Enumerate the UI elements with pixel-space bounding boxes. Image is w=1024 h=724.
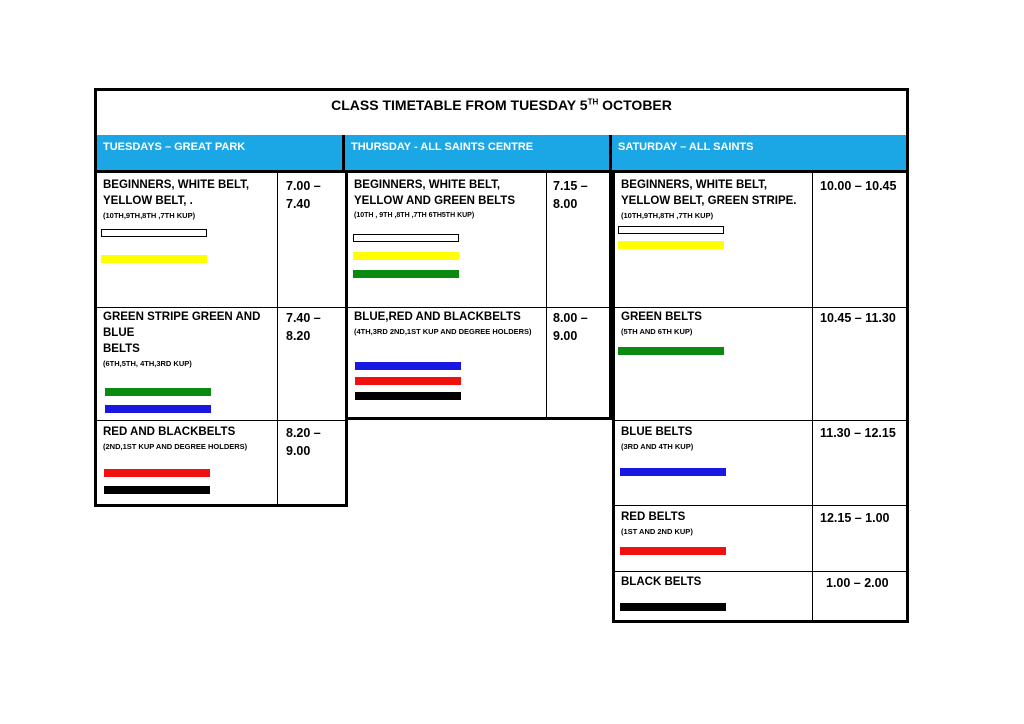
class-name-line: BLUE xyxy=(103,327,135,339)
saturday-row-4 xyxy=(621,509,811,537)
saturday-table xyxy=(612,170,909,623)
saturday-time-5: 1.00 – 2.00 xyxy=(826,576,889,590)
saturday-row-2 xyxy=(621,309,811,337)
white-belt-bar xyxy=(101,229,207,237)
header-saturday-label: SATURDAY – ALL SAINTS xyxy=(618,141,754,153)
kup-range: (6TH,5TH, 4TH,3RD KUP) xyxy=(103,359,192,368)
header-saturday xyxy=(612,135,909,170)
header-tuesday xyxy=(94,135,345,170)
class-name-line: YELLOW BELT, GREEN STRIPE. xyxy=(621,195,797,207)
header-thursday-label: THURSDAY - ALL SAINTS CENTRE xyxy=(351,141,534,153)
saturday-time-4: 12.15 – 1.00 xyxy=(820,511,890,525)
black-belt-bar xyxy=(355,392,461,400)
tuesday-row-1 xyxy=(103,177,275,221)
kup-range: (2ND,1ST KUP AND DEGREE HOLDERS) xyxy=(103,442,248,451)
kup-range: (5TH AND 6TH KUP) xyxy=(621,327,693,336)
time-end: 9.00 xyxy=(286,444,311,458)
tuesday-row-3 xyxy=(103,424,275,452)
saturday-row-5 xyxy=(621,574,811,590)
class-name-line: RED BELTS xyxy=(621,511,686,523)
tuesday-time-3 xyxy=(286,424,321,460)
kup-range: (1ST AND 2ND KUP) xyxy=(621,527,693,536)
red-belt-bar xyxy=(620,547,726,555)
class-name-line: BLUE BELTS xyxy=(621,426,693,438)
time-end: 9.00 xyxy=(553,329,578,343)
page-title xyxy=(97,97,906,113)
title-main: CLASS TIMETABLE FROM TUESDAY 5 xyxy=(331,97,588,113)
tuesday-time-1 xyxy=(286,177,321,213)
green-belt-bar xyxy=(618,347,724,355)
header-tuesday-label: TUESDAYS – GREAT PARK xyxy=(103,141,246,153)
white-belt-bar xyxy=(618,226,724,234)
title-end: OCTOBER xyxy=(598,97,672,113)
class-name-line: BEGINNERS, WHITE BELT, xyxy=(354,179,501,191)
time-start: 8.20 – xyxy=(286,426,321,440)
time-start: 7.15 – xyxy=(553,179,588,193)
kup-range: (4TH,3RD 2ND,1ST KUP AND DEGREE HOLDERS) xyxy=(354,327,532,336)
class-name-line: YELLOW AND GREEN BELTS xyxy=(354,195,515,207)
time-start: 8.00 – xyxy=(553,311,588,325)
saturday-time-1: 10.00 – 10.45 xyxy=(820,179,897,193)
red-belt-bar xyxy=(104,469,210,477)
time-end: 7.40 xyxy=(286,197,311,211)
class-name-line: BEGINNERS, WHITE BELT, xyxy=(103,179,250,191)
title-superscript: TH xyxy=(587,97,599,107)
yellow-belt-bar xyxy=(101,255,207,263)
time-end: 8.00 xyxy=(553,197,578,211)
green-belt-bar xyxy=(105,388,211,396)
class-name-line: BLUE,RED AND BLACKBELTS xyxy=(354,311,521,323)
thursday-time-2 xyxy=(553,309,588,345)
time-start: 7.40 – xyxy=(286,311,321,325)
yellow-belt-bar xyxy=(618,241,724,249)
tuesday-row-2 xyxy=(103,309,275,369)
class-name-line: RED AND BLACKBELTS xyxy=(103,426,236,438)
tuesday-time-2 xyxy=(286,309,321,345)
time-start: 7.00 – xyxy=(286,179,321,193)
header-thursday xyxy=(345,135,612,170)
class-name-line: BELTS xyxy=(103,343,140,355)
class-name-line: BEGINNERS, WHITE BELT, xyxy=(621,179,768,191)
red-belt-bar xyxy=(355,377,461,385)
thursday-row-1 xyxy=(354,177,544,221)
class-name-line: YELLOW BELT, . xyxy=(103,195,193,207)
blue-belt-bar xyxy=(355,362,461,370)
thursday-row-2 xyxy=(354,309,544,337)
blue-belt-bar xyxy=(620,468,726,476)
saturday-time-3: 11.30 – 12.15 xyxy=(820,426,896,440)
saturday-time-2: 10.45 – 11.30 xyxy=(820,311,896,325)
black-belt-bar xyxy=(620,603,726,611)
saturday-row-1 xyxy=(621,177,811,221)
thursday-table xyxy=(345,170,612,420)
black-belt-bar xyxy=(104,486,210,494)
title-box xyxy=(94,88,909,135)
time-end: 8.20 xyxy=(286,329,311,343)
saturday-row-3 xyxy=(621,424,811,452)
blue-belt-bar xyxy=(105,405,211,413)
class-name-line: GREEN BELTS xyxy=(621,311,702,323)
tuesday-table xyxy=(94,170,348,507)
kup-range: (10TH , 9TH ,8TH ,7TH 6TH5TH KUP) xyxy=(354,212,475,219)
kup-range: (10TH,9TH,8TH ,7TH KUP) xyxy=(621,211,714,220)
green-belt-bar xyxy=(353,270,459,278)
class-name-line: GREEN STRIPE GREEN AND xyxy=(103,311,261,323)
kup-range: (3RD AND 4TH KUP) xyxy=(621,442,694,451)
white-belt-bar xyxy=(353,234,459,242)
thursday-time-1 xyxy=(553,177,588,213)
class-name-line: BLACK BELTS xyxy=(621,576,702,588)
yellow-belt-bar xyxy=(353,252,459,260)
kup-range: (10TH,9TH,8TH ,7TH KUP) xyxy=(103,211,196,220)
